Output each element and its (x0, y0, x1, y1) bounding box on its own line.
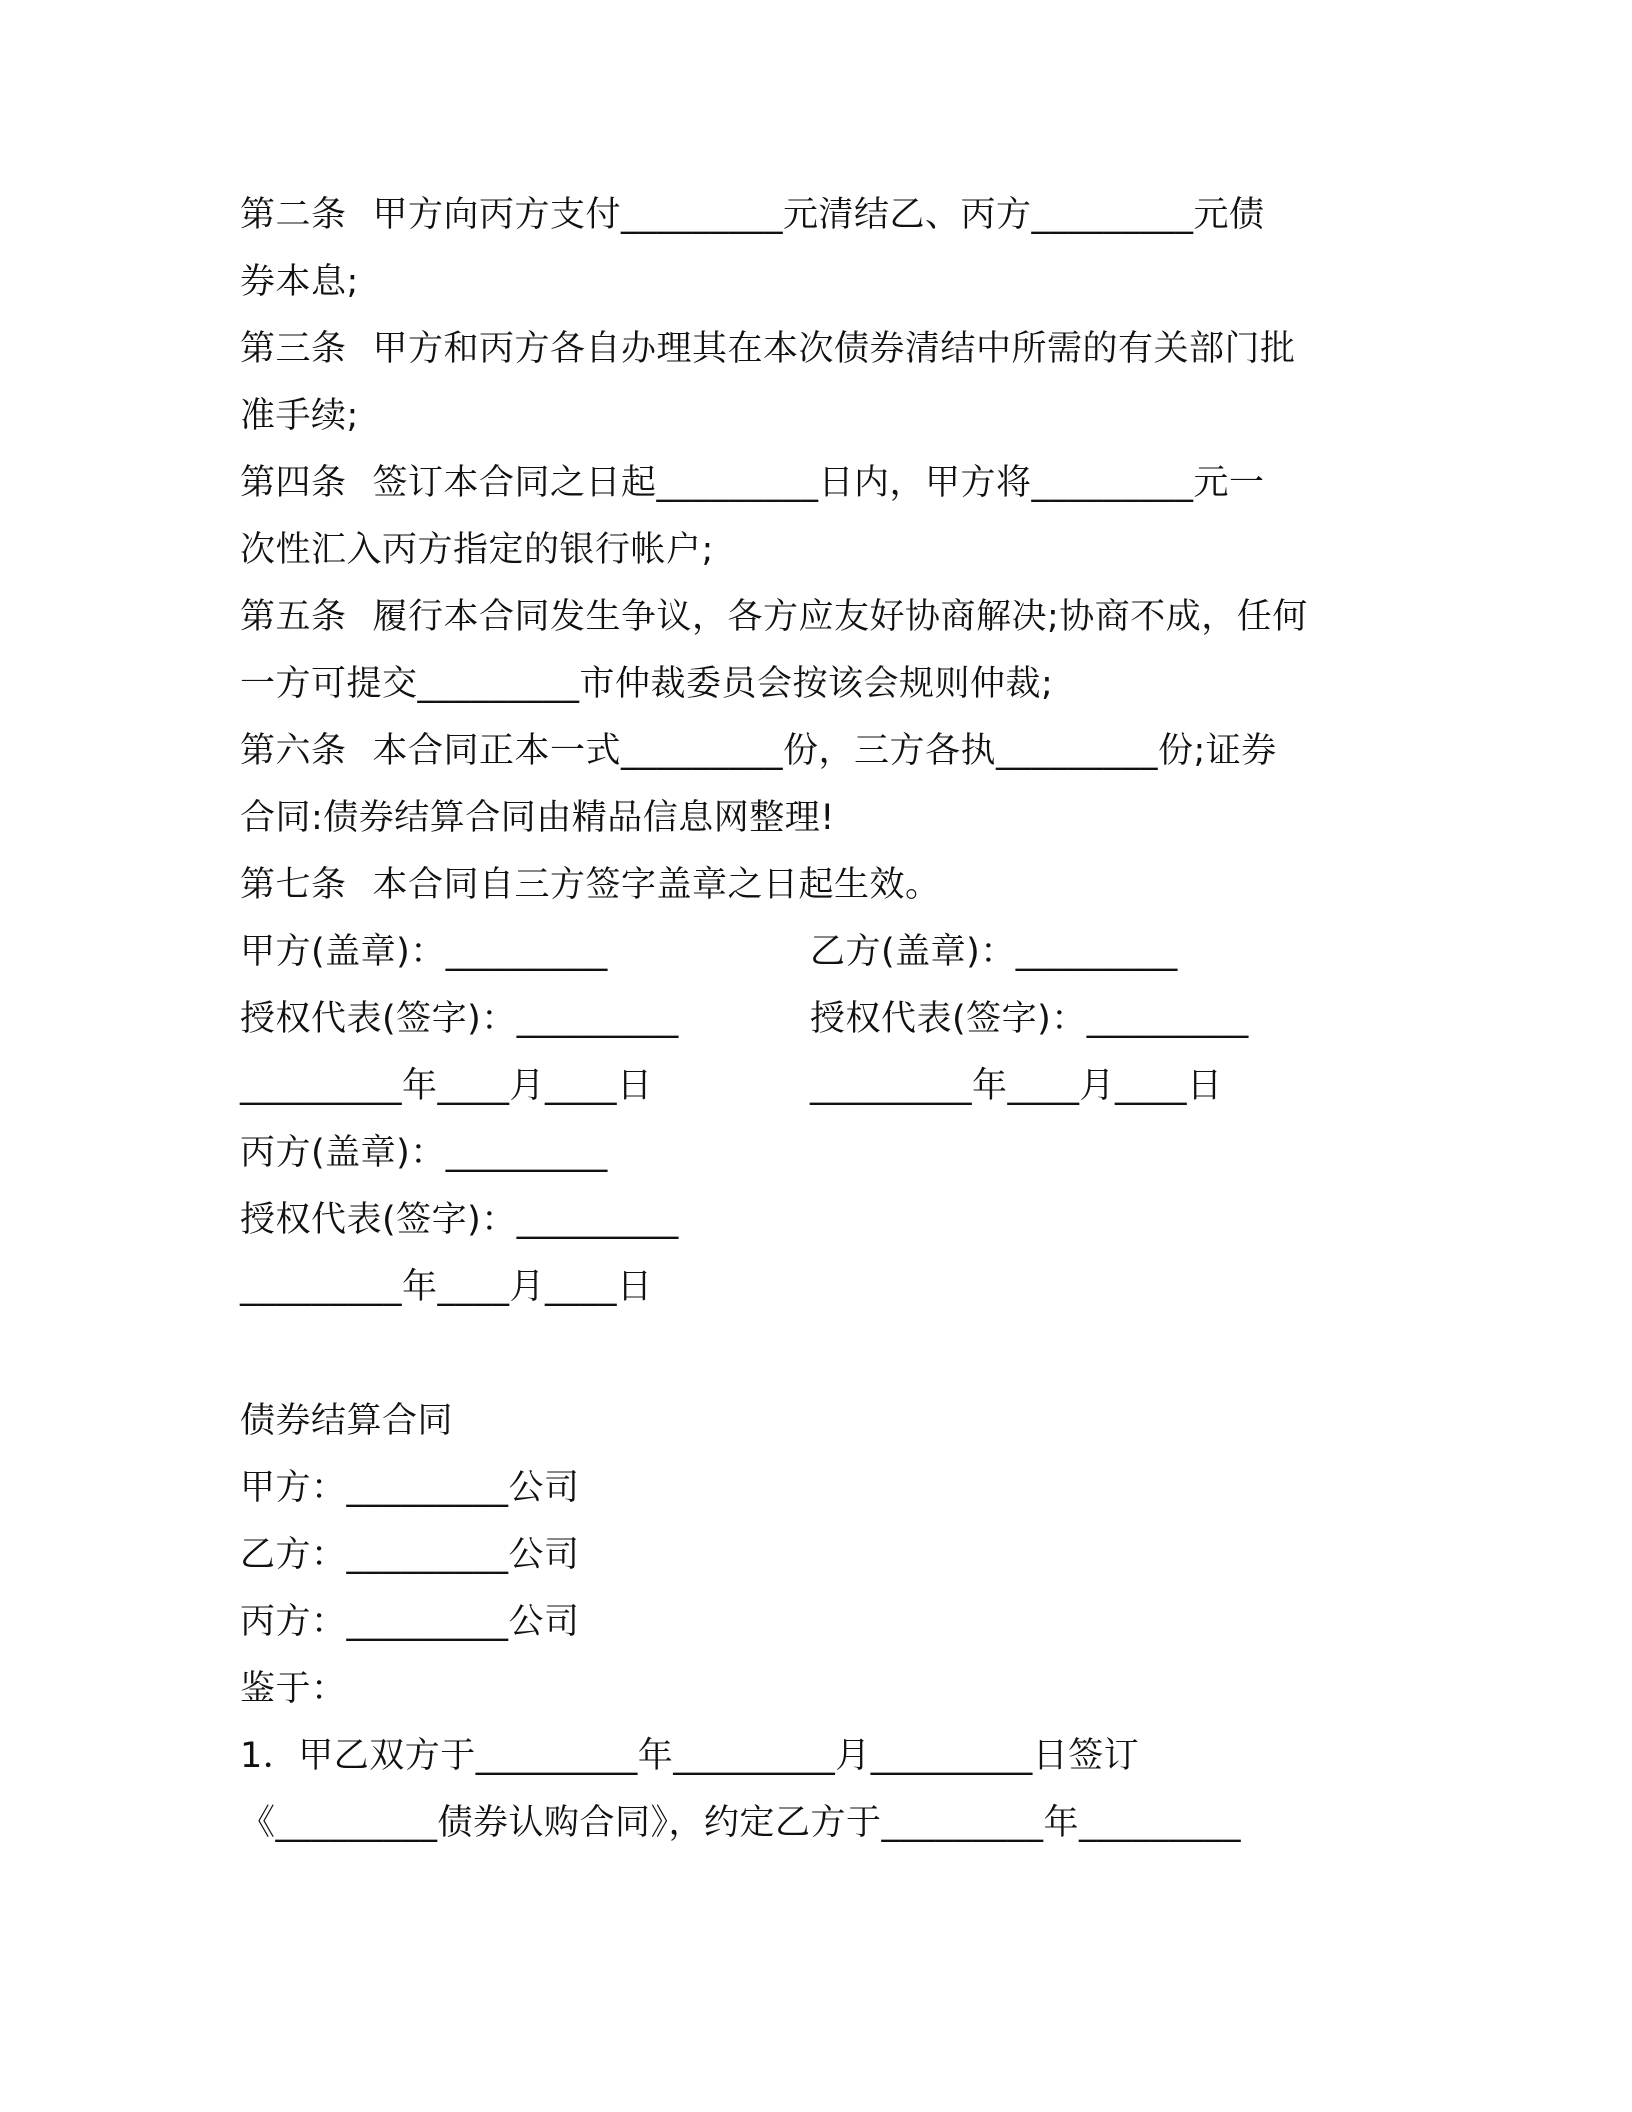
article-4-line-1 (240, 461, 1265, 505)
party-a-seal: 甲方(盖章)：_________ (240, 932, 608, 972)
article-2-line-2: 券本息; (240, 262, 359, 302)
article-6-line-1 (240, 729, 1277, 773)
article-6-line-2: 合同:债券结算合同由精品信息网整理! (240, 798, 835, 838)
article-6-text: 本合同正本一式_________份，三方各执_________份;证券 (372, 731, 1277, 771)
article-7-line-1 (240, 863, 941, 907)
article-2-number: 第二条 (240, 195, 347, 235)
contract-party-c: 丙方：_________公司 (240, 1602, 580, 1642)
article-5-line-2: 一方可提交_________市仲裁委员会按该会规则仲裁; (240, 664, 1054, 704)
party-b-seal: 乙方(盖章)：_________ (810, 932, 1178, 972)
article-3-line-2: 准手续; (240, 396, 359, 436)
article-7-text: 本合同自三方签字盖章之日起生效。 (372, 865, 941, 905)
article-3-number: 第三条 (240, 329, 347, 369)
article-2-text: 甲方向丙方支付_________元清结乙、丙方_________元债 (372, 195, 1265, 235)
party-a-date: _________年____月____日 (240, 1066, 653, 1106)
contract-whereas: 鉴于： (240, 1669, 347, 1709)
article-4-number: 第四条 (240, 463, 347, 503)
contract-clause-1-line-1: 1．甲乙双方于_________年_________月_________日签订 (240, 1736, 1140, 1776)
article-5-line-1 (240, 595, 1308, 639)
article-3-line-1 (240, 327, 1296, 371)
article-6-number: 第六条 (240, 731, 347, 771)
article-4-text: 签订本合同之日起_________日内，甲方将_________元一 (372, 463, 1265, 503)
article-2-line-1 (240, 193, 1265, 237)
contract-party-b: 乙方：_________公司 (240, 1535, 580, 1575)
party-a-representative: 授权代表(签字)：_________ (240, 999, 679, 1039)
party-c-seal: 丙方(盖章)：_________ (240, 1133, 608, 1173)
contract-party-a: 甲方：_________公司 (240, 1468, 580, 1508)
party-b-date: _________年____月____日 (810, 1066, 1223, 1106)
party-c-date: _________年____月____日 (240, 1267, 653, 1307)
article-5-text: 履行本合同发生争议，各方应友好协商解决;协商不成，任何 (372, 597, 1308, 637)
article-7-number: 第七条 (240, 865, 347, 905)
party-c-representative: 授权代表(签字)：_________ (240, 1200, 679, 1240)
article-3-text: 甲方和丙方各自办理其在本次债券清结中所需的有关部门批 (372, 329, 1296, 369)
contract-clause-1-line-2: 《_________债券认购合同》，约定乙方于_________年_________ (240, 1803, 1242, 1843)
article-4-line-2: 次性汇入丙方指定的银行帐户; (240, 530, 714, 570)
article-5-number: 第五条 (240, 597, 347, 637)
party-b-representative: 授权代表(签字)：_________ (810, 999, 1249, 1039)
contract-title: 债券结算合同 (240, 1401, 454, 1441)
